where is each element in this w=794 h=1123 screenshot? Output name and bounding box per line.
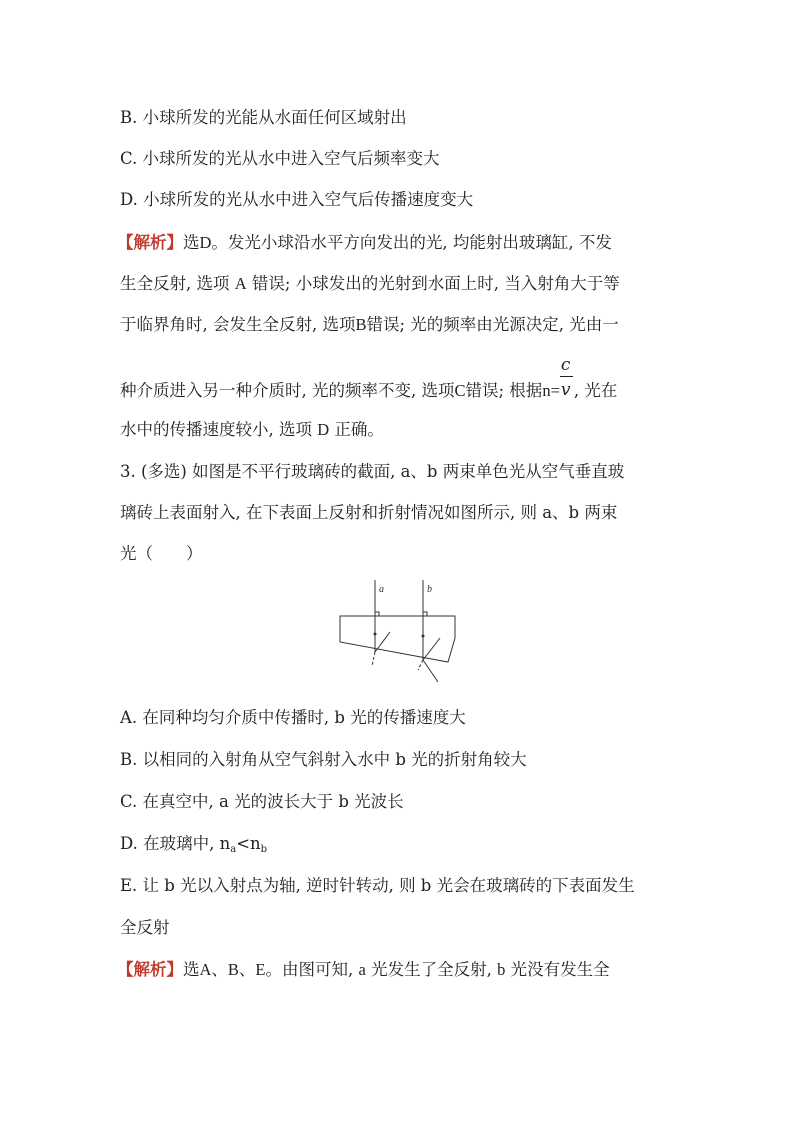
right-angle-mark-a [375,612,379,616]
ray-b-reflected [423,638,440,660]
question-3-line-2: 璃砖上表面射入, 在下表面上反射和折射情况如图所示, 则 a、b 两束 [120,503,618,522]
normal-a [372,652,375,666]
q3-option-a: A. 在同种均匀介质中传播时, b 光的传播速度大 [120,708,466,727]
arrow-dot-a [374,633,377,636]
formula-n: n= [542,381,560,400]
analysis-text: 光发生了全反射, [371,960,492,979]
formula-numerator: c [560,354,571,375]
analysis-answer: A、B、E。 [199,960,282,979]
less-than-n: <n [236,834,261,853]
light-b: b [497,960,506,979]
analysis-text: 错误; 光的频率由光源决定, 光由一 [366,315,619,334]
analysis-line-4 [120,354,618,403]
subscript-a: a [230,844,237,855]
question-3-line-3: 光（ ） [120,544,203,563]
formula-denominator: v [560,379,571,400]
q3-option-c: C. 在真空中, a 光的波长大于 b 光波长 [120,792,404,811]
option-letter: D [317,420,330,439]
fraction-bar [560,376,573,377]
option-c-text: C. 小球所发的光从水中进入空气后频率变大 [120,149,440,168]
question-3-line-1: 3. (多选) 如图是不平行玻璃砖的截面, a、b 两束单色光从空气垂直玻 [120,462,625,481]
q3-option-e-line-1: E. 让 b 光以入射点为轴, 逆时针转动, 则 b 光会在玻璃砖的下表面发生 [120,876,635,895]
glass-brick-shape [340,616,455,662]
analysis-text: 生全反射, 选项 [120,274,230,293]
analysis-answer: D。 [199,233,228,252]
q3-option-d [120,833,267,861]
analysis-text: 种介质进入另一种介质时, 光的频率不变, 选项 [120,381,455,400]
ray-a-reflected [375,632,390,652]
analysis-text: 选 [183,960,200,979]
analysis-text: 错误; 小球发出的光射到水面上时, 当入射角大于等 [251,274,620,293]
analysis-text: 错误; 根据 [465,381,543,400]
formula-fraction [560,354,574,403]
analysis-text: 光没有发生全 [510,960,610,979]
label-b: b [427,584,432,595]
analysis-tag: 【解析】 [117,960,183,979]
analysis-line-5 [120,419,384,441]
label-a: a [379,584,384,595]
arrow-dot-b [422,635,425,638]
analysis-line-3 [120,314,619,336]
analysis-text: , 光在 [573,381,618,400]
analysis-text: 发光小球沿水平方向发出的光, 均能射出玻璃缸, 不发 [227,233,612,252]
q3-option-b: B. 以相同的入射角从空气斜射入水中 b 光的折射角较大 [120,750,527,769]
analysis-text: 水中的传播速度较小, 选项 [120,420,312,439]
analysis-text: 正确。 [334,420,384,439]
analysis-2-line-1 [117,959,610,981]
analysis-tag: 【解析】 [117,233,183,252]
normal-b [418,660,423,670]
option-letter: B [355,315,367,334]
option-b-text: B. 小球所发的光能从水面任何区域射出 [120,108,407,127]
light-a: a [358,960,366,979]
option-letter: C [454,381,466,400]
option-letter: A [234,274,247,293]
option-d-text: D. 小球所发的光从水中进入空气后传播速度变大 [120,190,474,209]
analysis-line-2 [120,273,620,295]
option-d-text: D. 在玻璃中, n [120,834,231,853]
ray-b-refracted [423,660,438,682]
glass-brick-diagram [330,578,470,690]
q3-option-e-line-2: 全反射 [120,918,170,937]
analysis-text: 于临界角时, 会发生全反射, 选项 [120,315,356,334]
right-angle-mark-b [423,612,427,616]
analysis-text: 选 [183,233,200,252]
analysis-line-1 [117,232,612,254]
subscript-b: b [260,844,268,855]
analysis-text: 由图可知, [282,960,354,979]
